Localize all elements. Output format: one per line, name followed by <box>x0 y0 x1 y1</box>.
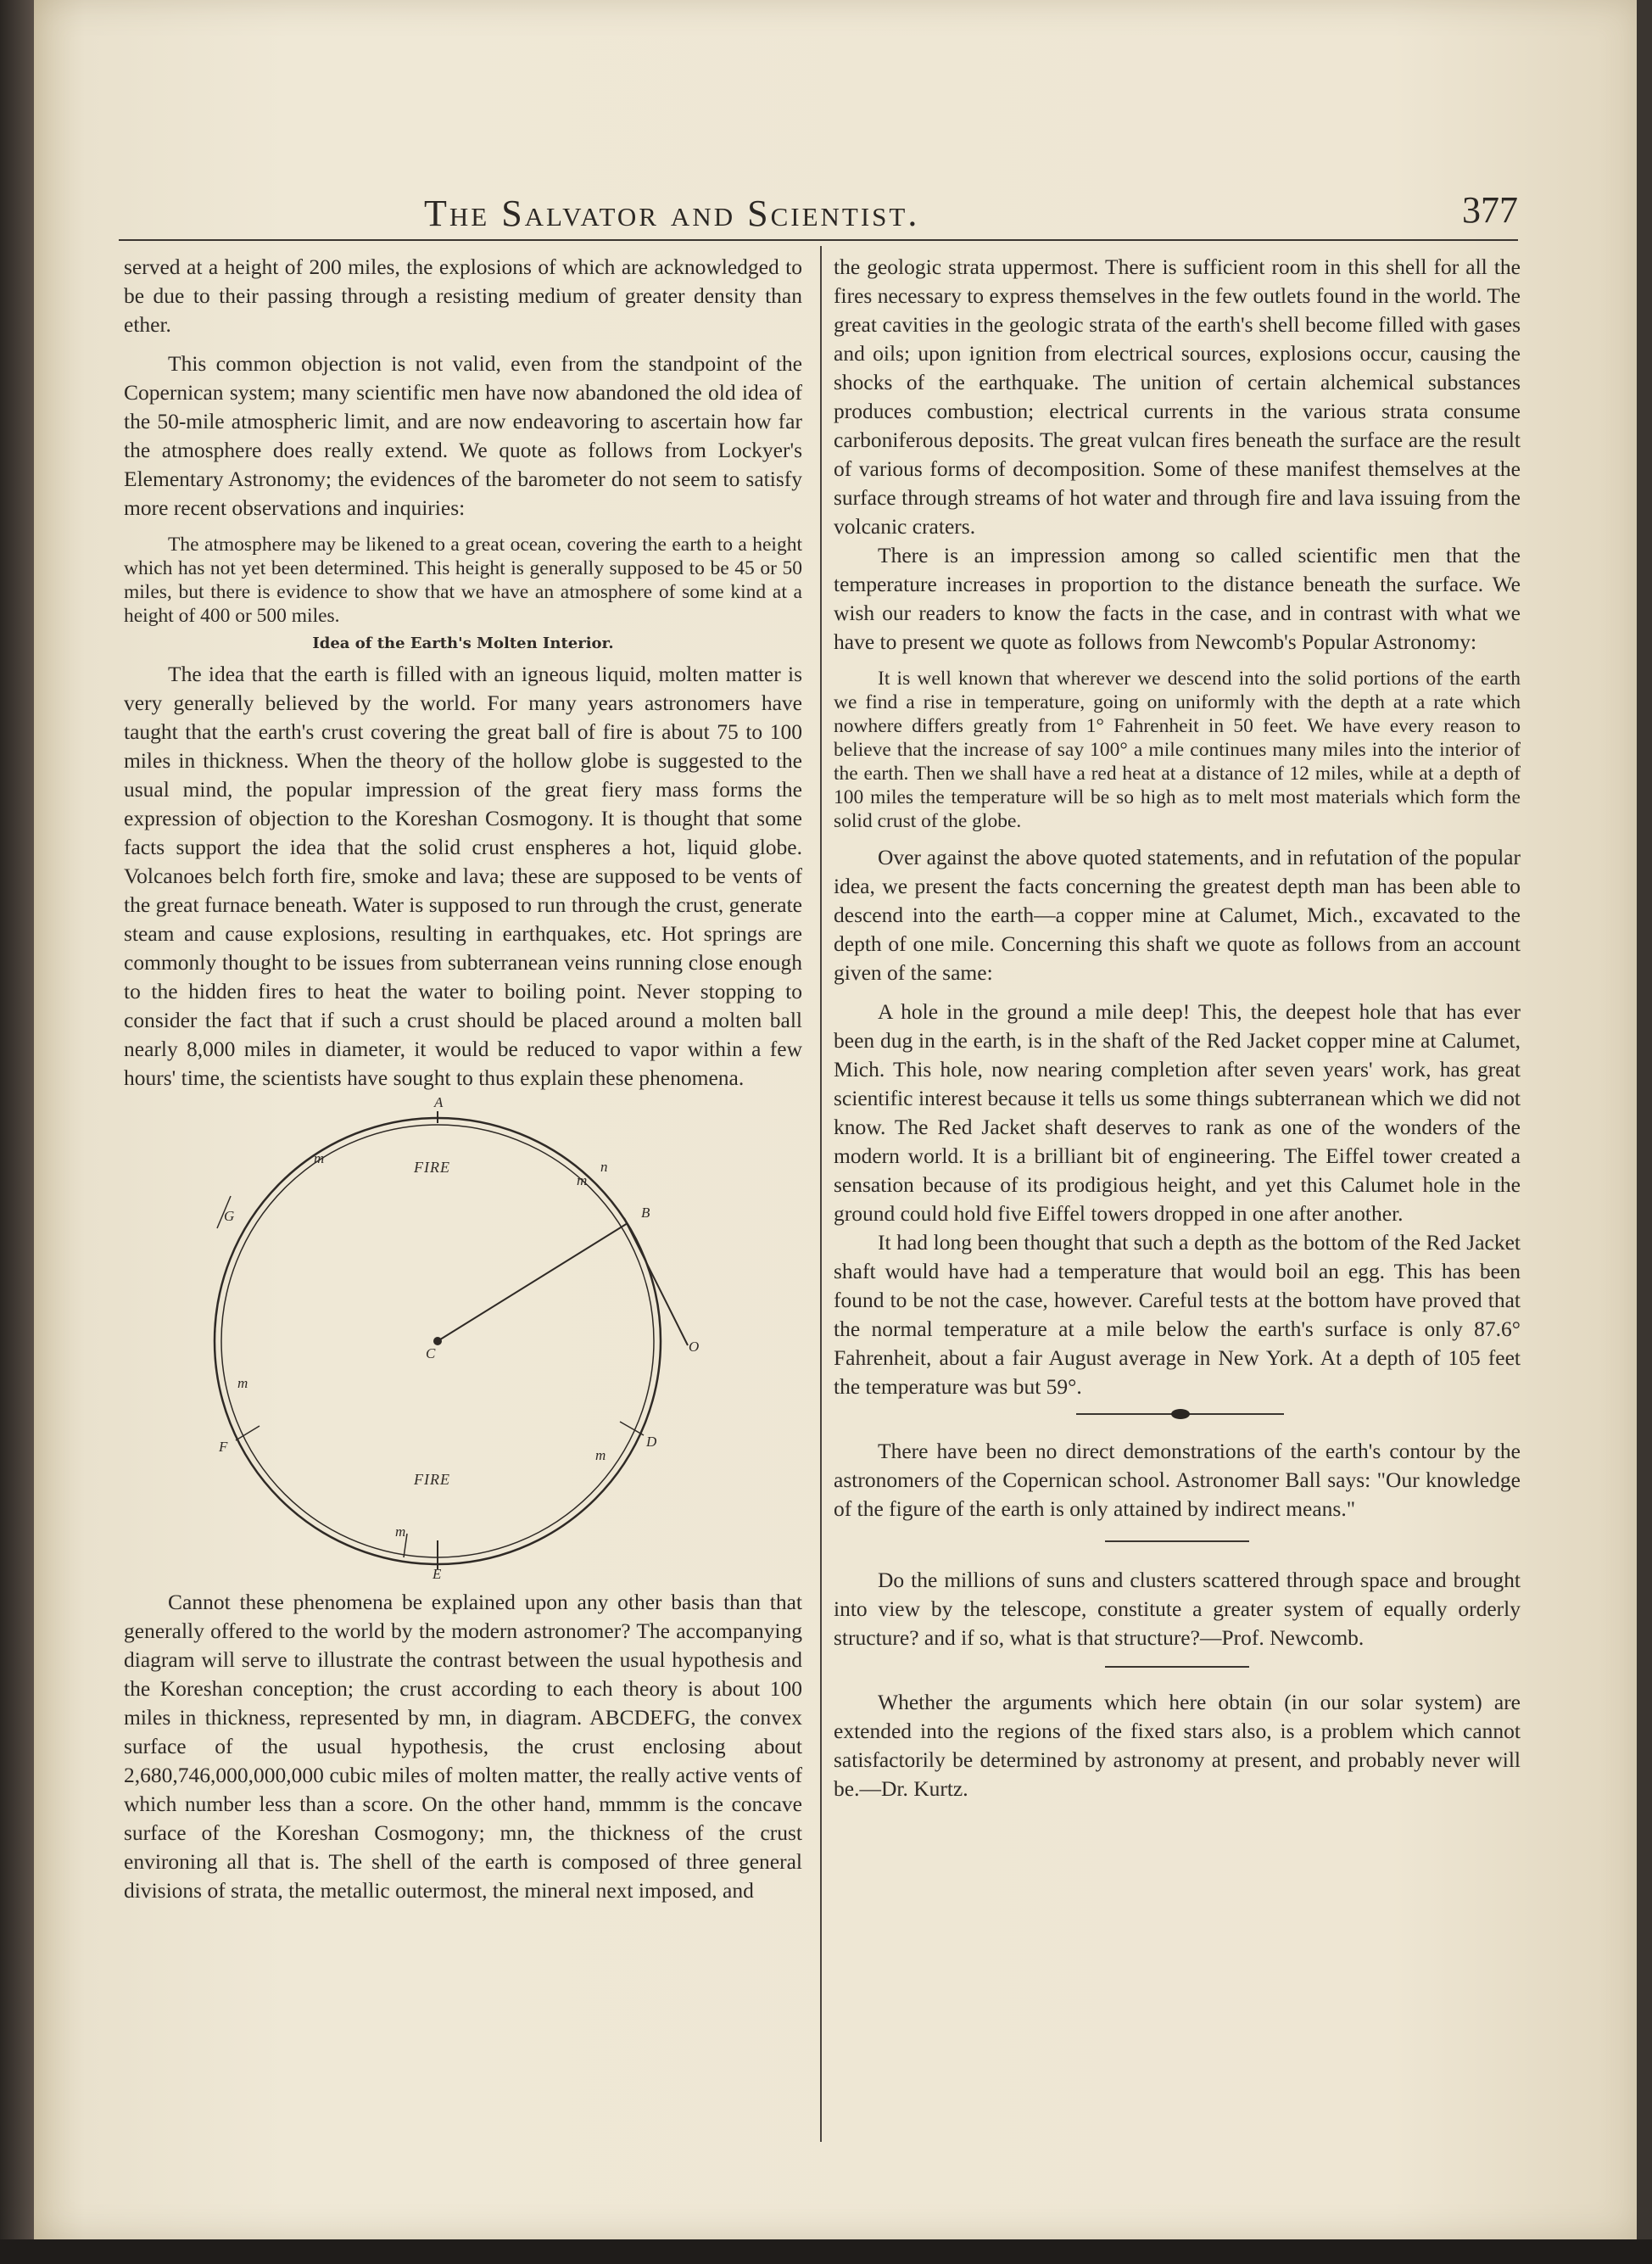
label-m: m <box>595 1447 606 1463</box>
center-point <box>433 1337 442 1345</box>
section-heading: Idea of the Earth's Molten Interior. <box>312 634 614 652</box>
label-c: C <box>426 1345 436 1361</box>
paragraph: the geologic strata uppermost. There is sufficient room in this shell for all the fires necessary to express themselves in the few outlets found in the world. The great cavities in the geologic strata of the earth's shell become filled with gases and oils; upon ignition from electrical sources, explosions occur, causing the shocks of the earthquake. The unition of certain alchemical substances produces combustion; electrical currents in the various strata consume carboniferous deposits. The great vulcan fires beneath the surface are the result of various forms of decomposition. Some of these manifest themselves at the surface through streams of hot water and through fire and lava issuing from the volcanic craters. <box>834 254 1521 539</box>
label-n: m <box>395 1523 406 1540</box>
book-spine <box>0 0 34 2264</box>
block-quote: The atmosphere may be likened to a great ocean, covering the earth to a height which has not yet been determined. This height is generally supposed to be 45 or 50 miles, but there is evidence to show that we have an atmosphere of some kind at a height of 400 or 500 miles. <box>124 534 802 627</box>
column-divider <box>820 246 822 2142</box>
paragraph: There is an impression among so called scientific men that the temperature increases in proportion to the distance beneath the surface. We wish our readers to know the facts in the case, and in contrast with what we have to present we quote as follows from Newcomb's Popular Astronomy: <box>834 543 1521 654</box>
paragraph: Over against the above quoted statements, and in refutation of the popular idea, we present the facts concerning the greatest depth man has been able to descend into the earth—a copper mine at Calumet, Mich., excavated to the depth of one mile. Concerning this shaft we quote as follows from an account given of the same: <box>834 845 1521 985</box>
label-d: D <box>646 1434 657 1450</box>
label-m: m <box>237 1375 248 1391</box>
paragraph: A hole in the ground a mile deep! This, the deepest hole that has ever been dug in the earth, is in the shaft of the Red Jacket copper mine at Calumet, Mich. This hole, now nearing completion after seven years' work, has great scientific interest because it tells us some things subterranean which we did not know. The Red Jacket shaft deserves to rank as one of the wonders of the modern world. It is a brilliant bit of engineering. The Eiffel tower created a sensation because of its prodigious height, and yet this Calumet hole in the ground could hold five Eiffel towers dropped in one after another. <box>834 999 1521 1226</box>
label-e: E <box>433 1566 442 1582</box>
left-column <box>124 253 802 1905</box>
paragraph: served at a height of 200 miles, the explosions of which are acknowledged to be due to their passing through a resisting medium of greater density than ether. <box>124 254 802 337</box>
paragraph: The idea that the earth is filled with an igneous liquid, molten matter is very generally believed by the world. For many years astronomers have taught that the earth's crust covering the great ball of fire is about 75 to 100 miles in thickness. When the theory of the hollow globe is suggested to the usual mind, the popular impression of the great fiery mass forms the expression of objection to the Koreshan Cosmogony. It is thought that some facts support the idea that the solid crust enspheres a hot, liquid globe. Volcanoes belch forth fire, smoke and lava; these are supposed to be vents of the great furnace beneath. Water is supposed to run through the crust, generate steam and cause explosions, resulting in earthquakes, etc. Hot springs are commonly thought to be issues from subterranean veins running close enough to the hidden fires to heat the water to boiling point. Never stopping to consider the fact that if such a crust should be placed around a molten ball nearly 8,000 miles in diameter, it would be reduced to vapor within a few hours' time, the scientists have sought to thus explain these phenomena. <box>124 662 802 1090</box>
diagram-drawing <box>124 1099 802 1583</box>
paragraph: Cannot these phenomena be explained upon any other basis than that generally offered to the world by the modern astronomer? The accompanying diagram will serve to illustrate the contrast between the usual hypothesis and the Koreshan conception; the crust according to each theory is about 100 miles in thickness, represented by mn, in diagram. ABCDEFG, the convex surface of the usual hypothesis, the crust enclosing about 2,680,746,000,000,000 cubic miles of molten matter, the really active vents of which number less than a score. On the other hand, mmmm is the concave surface of the Koreshan Cosmogony; mn, the thickness of the crust environing all that is. The shell of the earth is composed of three general divisions of strata, the metallic outermost, the mineral next imposed, and <box>124 1590 802 1903</box>
ornamental-rule <box>834 1401 1521 1427</box>
page-number: 377 <box>1462 189 1518 231</box>
paragraph: This common objection is not valid, even from the standpoint of the Copernican system; many scientific men have now abandoned the old idea of the 50-mile atmospheric limit, and are now endeavoring to ascertain how far the atmosphere does really extend. We quote as follows from Lockyer's Elementary Astronomy; the evidences of the barometer do not seem to satisfy more recent observations and inquiries: <box>124 351 802 520</box>
label-f: F <box>219 1439 228 1455</box>
label-g: G <box>224 1208 235 1224</box>
label-n: n <box>600 1159 608 1175</box>
earth-crust-diagram <box>124 1094 802 1583</box>
journal-title: The Salvator and Scientist. <box>424 193 920 234</box>
paragraph: It had long been thought that such a depth as the bottom of the Red Jacket shaft would have had a temperature that would boil an egg. This has been found to be not the case, however. Careful tests at the bottom have proved that the normal temperature at a mile below the earth's surface is only 87.6° Fahrenheit, about a fair August average in New York. At a depth of 105 feet the temperature was but 59°. <box>834 1230 1521 1399</box>
paragraph: Whether the arguments which here obtain (in our solar system) are extended into the regions of the fixed stars also, is a problem which cannot satisfactorily be determined by astronomy at present, and probably never will be.—Dr. Kurtz. <box>834 1690 1521 1801</box>
right-column <box>834 253 1521 1803</box>
paragraph: Do the millions of suns and clusters scattered through space and brought into view by the telescope, constitute a greater system of equally orderly structure? and if so, what is that structure?—Prof. Newcomb. <box>834 1568 1521 1650</box>
tangent-line-bo <box>624 1218 688 1345</box>
label-a: A <box>434 1094 444 1110</box>
block-quote: It is well known that wherever we descend into the solid portions of the earth we find a rise in temperature, going on uniformly with the depth at a rate which nowhere differs greatly from 1° Fahrenheit in 50 feet. We have every reason to believe that the increase of say 100° a mile continues many miles into the interior of the earth. Then we shall have a red heat at a distance of 12 miles, while at a depth of 100 miles the temperature will be so high as to melt most materials which form the solid crust of the globe. <box>834 668 1521 832</box>
label-b: B <box>641 1205 650 1221</box>
running-header <box>119 188 1518 241</box>
label-o: O <box>689 1339 700 1355</box>
label-m: m <box>314 1150 325 1166</box>
paragraph: There have been no direct demonstrations of the earth's contour by the astronomers of the Copernican school. Astronomer Ball says: "Our knowledge of the figure of the earth is only attained by indirect means." <box>834 1439 1521 1521</box>
fire-label-bottom: FIRE <box>414 1471 450 1488</box>
label-m: m <box>577 1172 588 1188</box>
fire-label-top: FIRE <box>414 1159 450 1176</box>
page-bottom-edge <box>0 2239 1652 2264</box>
radius-line-cb <box>438 1223 628 1341</box>
tick-d <box>620 1422 644 1435</box>
